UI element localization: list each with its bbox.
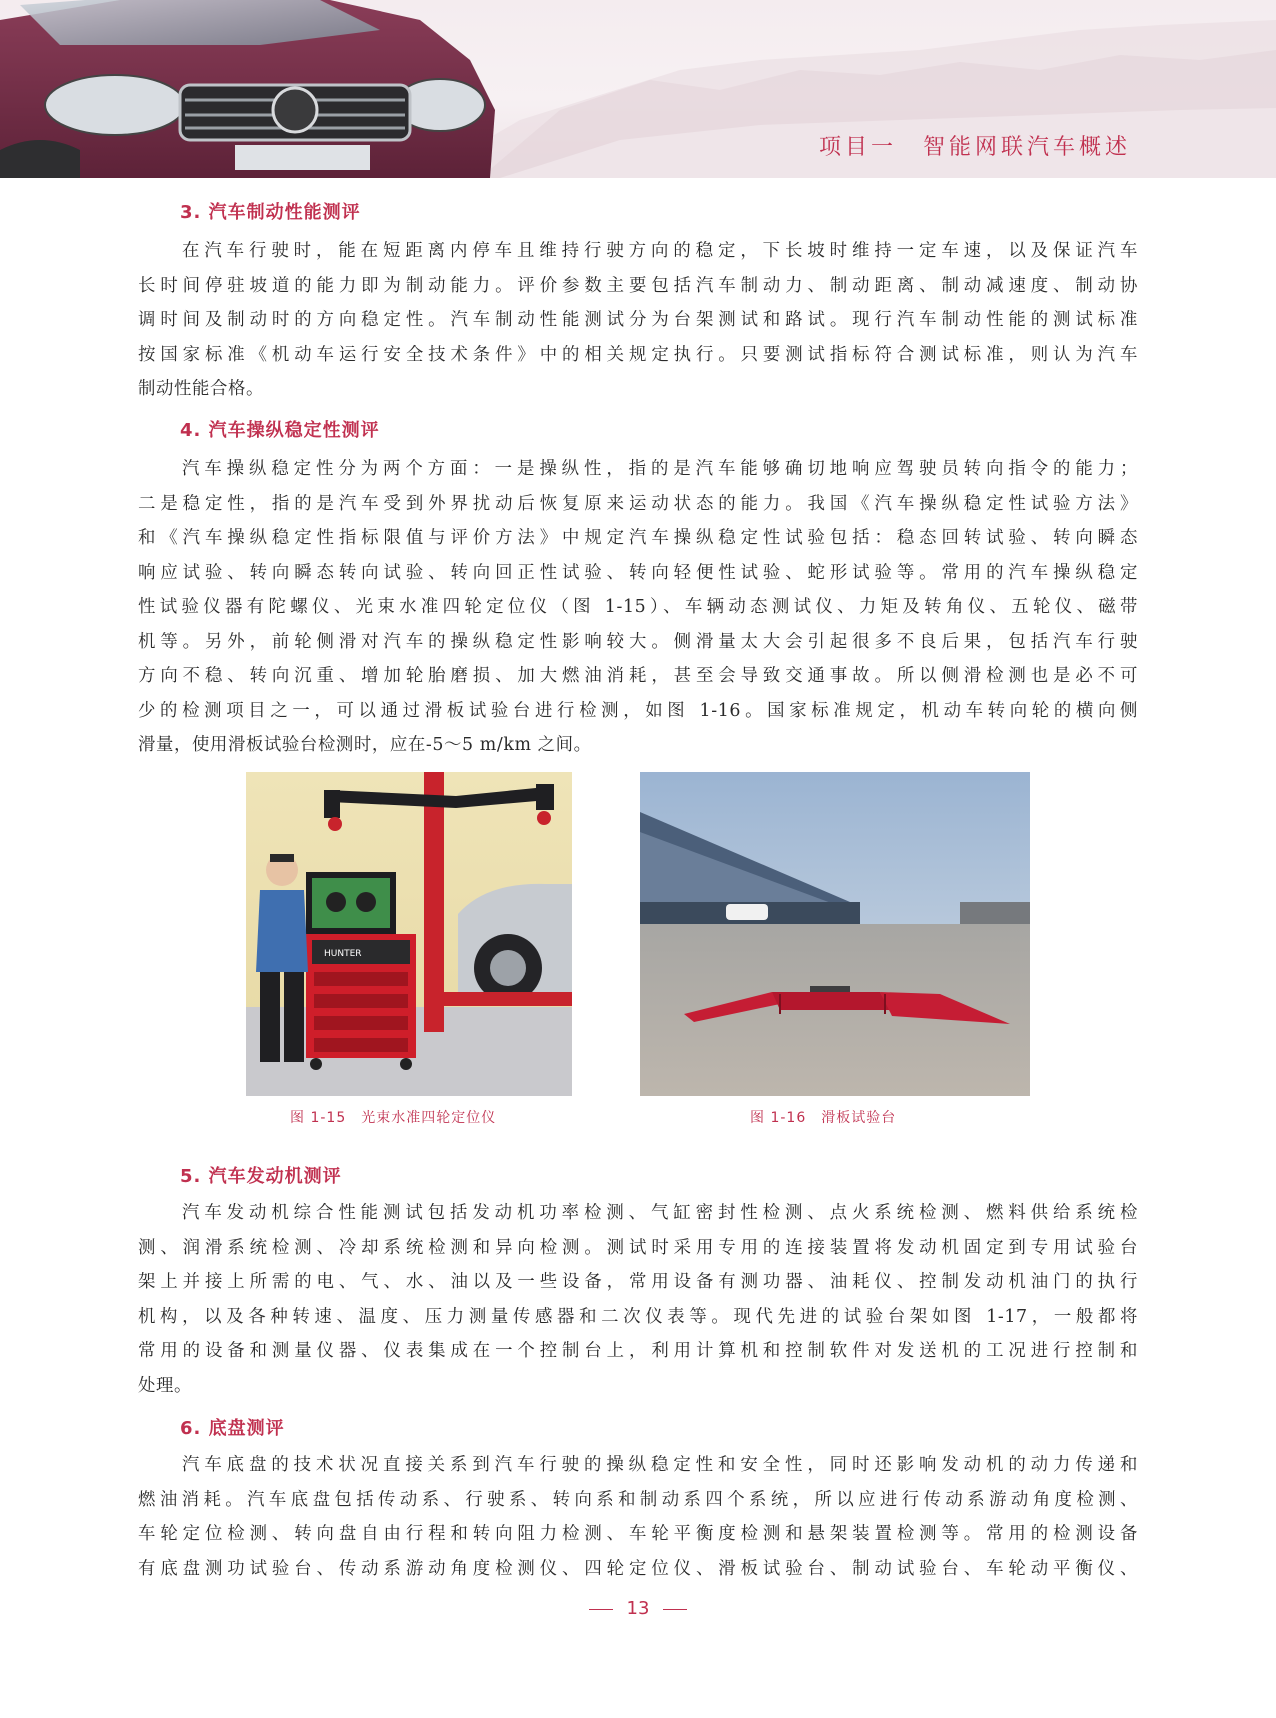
text-line: 制动性能合格。 — [138, 379, 264, 399]
figure-caption-1-15: 图 1-15 光束水准四轮定位仪 — [290, 1110, 497, 1126]
text-line: 和《汽车操纵稳定性指标限值与评价方法》中规定汽车操纵稳定性试验包括：稳态回转试验、转向瞬态 — [138, 528, 1138, 548]
paragraph-engine — [138, 1196, 1138, 1403]
car-photo — [0, 0, 510, 178]
text-line: 二是稳定性，指的是汽车受到外界扰动后恢复原来运动状态的能力。我国《汽车操纵稳定性试验方法》 — [138, 493, 1138, 514]
page-number: 13 — [626, 1598, 650, 1619]
text-line: 测、润滑系统检测、冷却系统检测和异向检测。测试时采用专用的连接装置将发动机固定到专用试验台 — [138, 1237, 1138, 1258]
figure-caption-1-16: 图 1-16 滑板试验台 — [750, 1110, 897, 1126]
text-line: 少的检测项目之一，可以通过滑板试验台进行检测，如图 1-16。国家标准规定，机动车转向轮的横向侧 — [138, 700, 1138, 721]
text-line: 汽车操纵稳定性分为两个方面：一是操纵性，指的是汽车能够确切地响应驾驶员转向指令的能力； — [182, 459, 1138, 479]
footer-dash-right — [663, 1609, 687, 1610]
page-header — [0, 0, 1276, 178]
page-footer — [0, 1598, 1276, 1619]
text-line: 汽车底盘的技术状况直接关系到汽车行驶的操纵稳定性和安全性，同时还影响发动机的动力传递和 — [182, 1455, 1138, 1475]
text-line: 响应试验、转向瞬态转向试验、转向回正性试验、转向轻便性试验、蛇形试验等。常用的汽车操纵稳定 — [138, 562, 1138, 583]
hunter-brand-label: HUNTER — [324, 949, 362, 959]
text-line: 方向不稳、转向沉重、增加轮胎磨损、加大燃油消耗，甚至会导致交通事故。所以侧滑检测也是必不可 — [138, 666, 1138, 686]
paragraph-braking — [138, 234, 1138, 407]
chapter-title: 项目一 智能网联汽车概述 — [818, 135, 1131, 160]
text-line: 调时间及制动时的方向稳定性。汽车制动性能测试分为台架测试和路试。现行汽车制动性能的测试标准 — [138, 310, 1138, 330]
wheel-aligner-illustration — [246, 772, 572, 1096]
text-line: 长时间停驻坡道的能力即为制动能力。评价参数主要包括汽车制动力、制动距离、制动减速度、制动协 — [138, 275, 1138, 296]
section-heading-handling-stability: 4. 汽车操纵稳定性测评 — [180, 420, 380, 441]
text-line: 机等。另外，前轮侧滑对汽车的操纵稳定性影响较大。侧滑量太大会引起很多不良后果，包括汽车行驶 — [138, 631, 1138, 652]
text-line: 汽车发动机综合性能测试包括发动机功率检测、气缸密封性检测、点火系统检测、燃料供给系统检 — [182, 1203, 1138, 1223]
text-line: 常用的设备和测量仪器、仪表集成在一个控制台上，利用计算机和控制软件对发送机的工况进行控制和 — [138, 1341, 1138, 1361]
text-line: 处理。 — [138, 1375, 192, 1396]
section-heading-braking: 3. 汽车制动性能测评 — [180, 202, 361, 223]
figure-wheel-aligner-photo — [246, 772, 572, 1096]
text-line: 车轮定位检测、转向盘自由行程和转向阻力检测、车轮平衡度检测和悬架装置检测等。常用的检测设备 — [138, 1524, 1138, 1544]
text-line: 架上并接上所需的电、气、水、油以及一些设备，常用设备有测功器、油耗仪、控制发动机油门的执行 — [138, 1272, 1138, 1292]
sideslip-tester-illustration — [640, 772, 1030, 1096]
text-line: 性试验仪器有陀螺仪、光束水准四轮定位仪（图 1-15）、车辆动态测试仪、力矩及转角仪、五轮仪、磁带 — [138, 597, 1138, 617]
footer-dash-left — [589, 1609, 613, 1610]
text-line: 有底盘测功试验台、传动系游动角度检测仪、四轮定位仪、滑板试验台、制动试验台、车轮动平衡仪、 — [138, 1558, 1138, 1579]
text-line: 在汽车行驶时，能在短距离内停车且维持行驶方向的稳定，下长坡时维持一定车速，以及保证汽车 — [182, 241, 1138, 261]
paragraph-chassis — [138, 1448, 1138, 1586]
section-heading-engine: 5. 汽车发动机测评 — [180, 1166, 342, 1187]
text-line: 按国家标准《机动车运行安全技术条件》中的相关规定执行。只要测试指标符合测试标准，则认为汽车 — [138, 344, 1138, 365]
section-heading-chassis: 6. 底盘测评 — [180, 1418, 285, 1439]
paragraph-handling-stability — [138, 452, 1138, 763]
text-line: 机构，以及各种转速、温度、压力测量传感器和二次仪表等。现代先进的试验台架如图 1-17，一般都将 — [138, 1306, 1138, 1327]
figure-sideslip-tester-photo — [640, 772, 1030, 1096]
text-line: 滑量，使用滑板试验台检测时，应在-5～5 m/km 之间。 — [138, 735, 592, 755]
text-line: 燃油消耗。汽车底盘包括传动系、行驶系、转向系和制动系四个系统，所以应进行传动系游动角度检测、 — [138, 1489, 1138, 1510]
